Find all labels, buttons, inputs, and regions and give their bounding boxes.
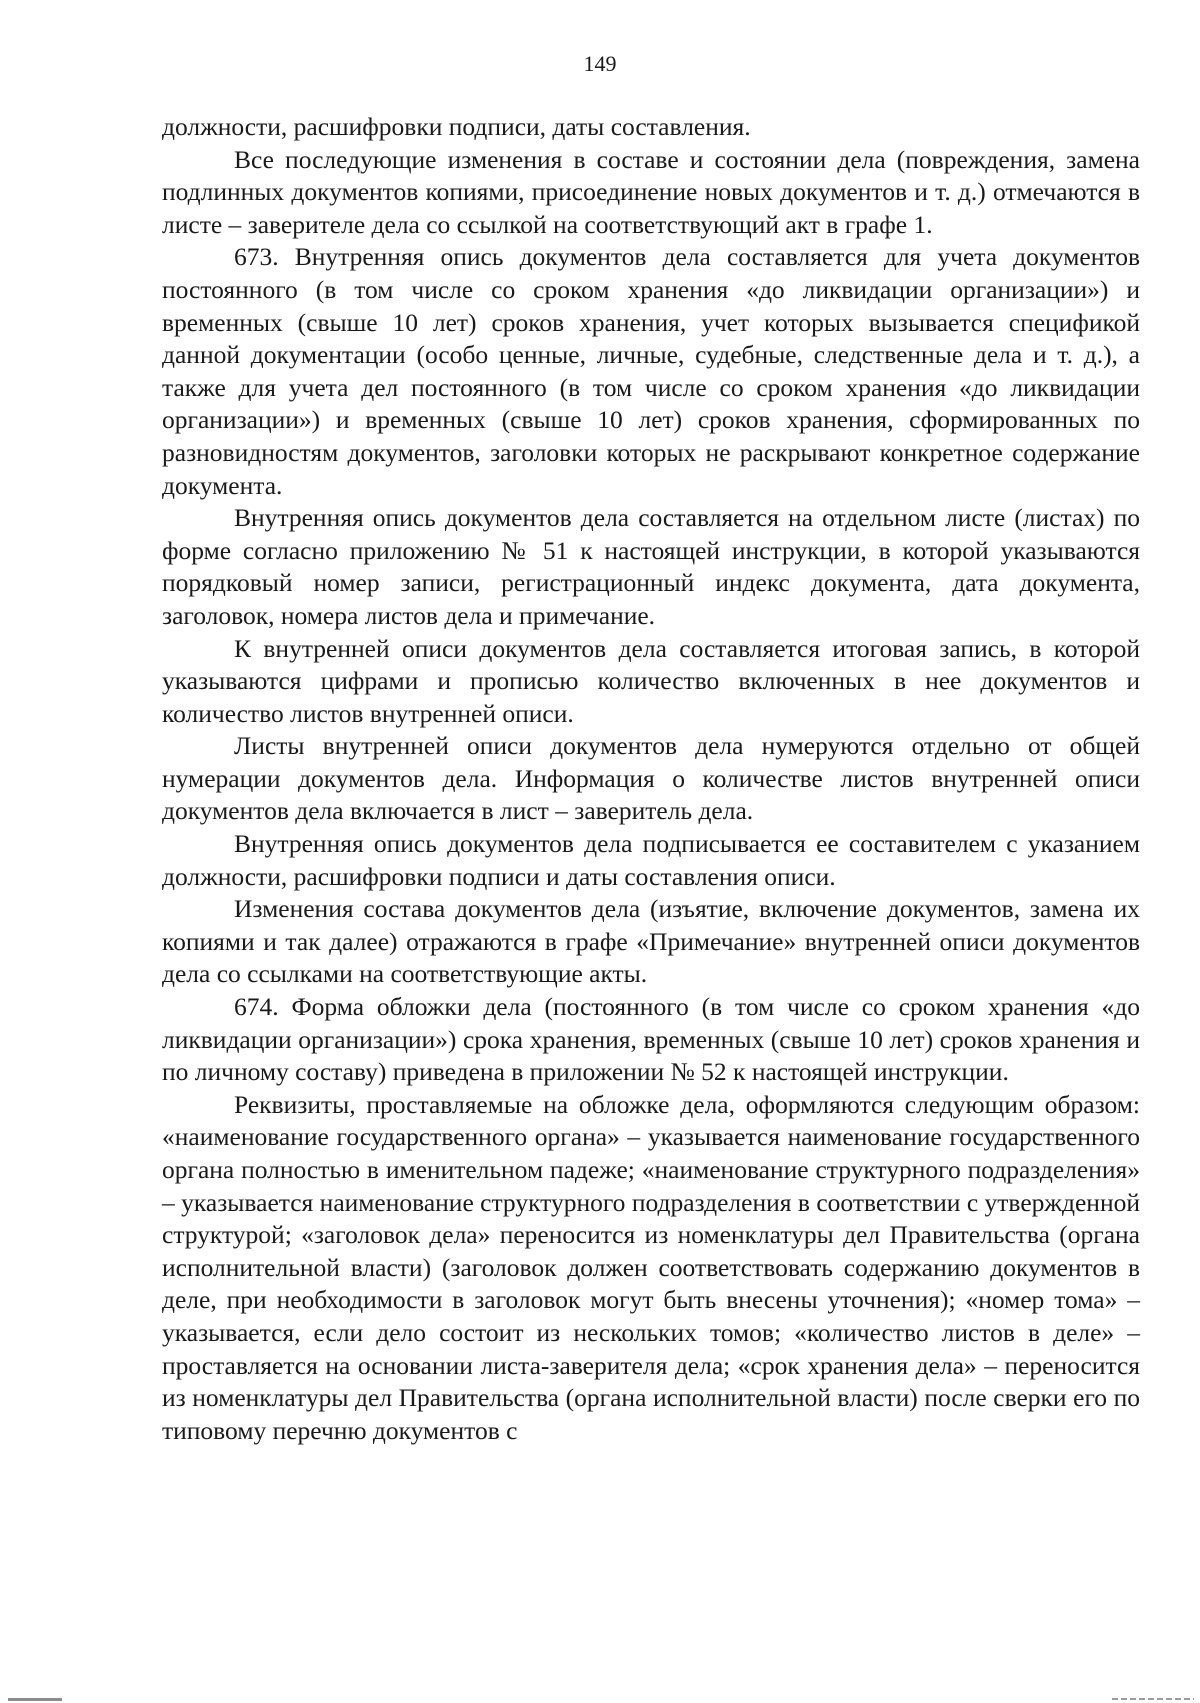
paragraph-inventory-form: Внутренняя опись документов дела составляется на отдельном листе (листах) по форме согласно приложению № 51 к настоящей инструкции, в которой указываются порядковый номер записи, регистрационный индекс документа, дата документа, заголовок, номера листов дела и примечание. xyxy=(162,503,1140,630)
paragraph-changes-note: Все последующие изменения в составе и состоянии дела (повреждения, замена подлинных документов копиями, присоединение новых документов и т. д.) отмечаются в листе – заверителе дела со ссылкой на соответствующий акт в графе 1. xyxy=(162,144,1140,239)
document-body xyxy=(162,111,1140,1447)
paragraph-signature: Внутренняя опись документов дела подписывается ее составителем с указанием должности, расшифровки подписи и даты составления описи. xyxy=(162,829,1140,891)
scan-edge-mark xyxy=(1112,1698,1194,1700)
page-number: 149 xyxy=(583,51,617,76)
paragraph-continuation: должности, расшифровки подписи, даты составления. xyxy=(162,112,751,141)
paragraph-final-record: К внутренней описи документов дела составляется итоговая запись, в которой указываются цифрами и прописью количество включенных в нее документов и количество листов внутренней описи. xyxy=(162,633,1140,728)
paragraph-674: 674. Форма обложки дела (постоянного (в том числе со сроком хранения «до ликвидации организации») срока хранения, временных (свыше 10 лет) сроков хранения и по личному составу) приведена в приложении № 52 к настоящей инструкции. xyxy=(162,992,1140,1087)
paragraph-sheet-numbering: Листы внутренней описи документов дела нумеруются отдельно от общей нумерации документов дела. Информация о количестве листов внутренней описи документов дела включается в лист – заверитель дела. xyxy=(162,731,1140,826)
scan-edge-mark xyxy=(8,1698,62,1701)
paragraph-673: 673. Внутренняя опись документов дела составляется для учета документов постоянного (в том числе со сроком хранения «до ликвидации организации») и временных (свыше 10 лет) сроков хранения, учет которых вызывается спецификой данной документации (особо ценные, личные, судебные, следственные дела и т. д.), а также для учета дел постоянного (в том числе со сроком хранения «до ликвидации организации») и временных (свыше 10 лет) сроков хранения, сформированных по разновидностям документов, заголовки которых не раскрывают конкретное содержание документа. xyxy=(162,242,1140,500)
paragraph-composition-changes: Изменения состава документов дела (изъятие, включение документов, замена их копиями и так далее) отражаются в графе «Примечание» внутренней описи документов дела со ссылками на соответствующие акты. xyxy=(162,894,1140,989)
paragraph-cover-requisites: Реквизиты, проставляемые на обложке дела, оформляются следующим образом: «наименование государственного органа» – указывается наименование государственного органа полностью в именительном падеже; «наименование структурного подразделения» – указывается наименование структурного подразделения в соответствии с утвержденной структурой; «заголовок дела» переносится из номенклатуры дел Правительства (органа исполнительной власти) (заголовок должен соответствовать содержанию документов в деле, при необходимости в заголовок могут быть внесены уточнения); «номер тома» – указывается, если дело состоит из нескольких томов; «количество листов в деле» – проставляется на основании листа-заверителя дела; «срок хранения дела» – переносится из номенклатуры дел Правительства (органа исполнительной власти) после сверки его по типовому перечню документов с xyxy=(162,1089,1140,1445)
